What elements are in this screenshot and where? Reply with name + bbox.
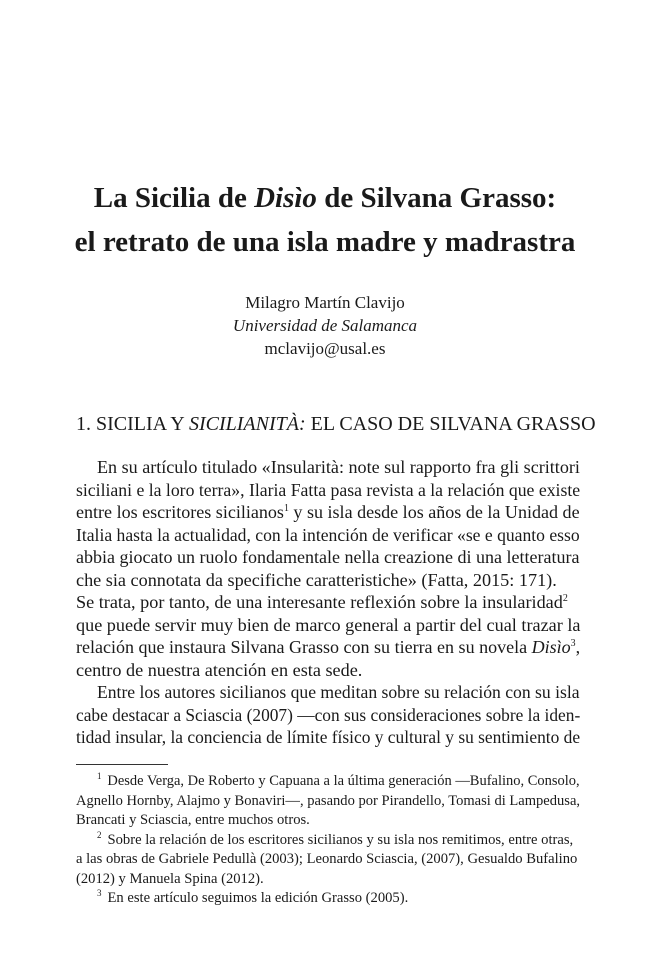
footnote-line	[76, 870, 580, 890]
novel-title-italic: Disìo	[531, 637, 571, 657]
body-segment: entre los escritores sicilianos	[76, 502, 284, 522]
footnote-line-text	[97, 772, 580, 792]
body-line	[76, 636, 580, 659]
footnote-separator	[76, 764, 168, 765]
body-line	[76, 591, 580, 614]
footnote-segment: Desde Verga, De Roberto y Capuana a la última generación —Bufalino, Consolo,	[107, 773, 580, 789]
body-line-text: che sia connotata da specifiche caratteristiche» (Fatta, 2015: 171).	[76, 569, 557, 590]
body-segment: Se trata, por tanto, de una interesante reflexión sobre la insularidad	[76, 592, 563, 612]
section-heading-post: EL CASO DE SILVANA GRASSO	[305, 413, 596, 435]
article-title-line-1	[0, 178, 650, 218]
footnote-line-text: a las obras de Gabriele Pedullà (2003); Leonardo Sciascia, (2007), Gesualdo Bufalino	[76, 851, 578, 867]
footnote-line	[76, 850, 580, 870]
footnote-ref[interactable]: 2	[562, 593, 568, 604]
body-line	[76, 704, 580, 727]
footnotes	[76, 772, 580, 909]
body-line-text: abbia giocato un ruolo fondamentale nella creazione di una letteratura	[76, 547, 580, 567]
footnote-line-text: Agnello Hornby, Alajmo y Bonaviri—, pasando por Pirandello, Tomasi di Lampedusa,	[76, 792, 581, 809]
body-line	[76, 501, 580, 524]
footnote-line	[76, 772, 580, 792]
section-heading-pre: 1. SICILIA Y	[76, 413, 189, 435]
body-line	[76, 659, 580, 682]
body-segment: relación que instaura Silvana Grasso con su tierra en su novela	[76, 637, 532, 657]
body-line-text: Entre los autores sicilianos que meditan sobre su relación con su isla	[97, 682, 580, 702]
body-line	[76, 479, 580, 502]
body-line-text: que puede servir muy bien de marco general a partir del cual trazar la	[76, 614, 581, 635]
body-line	[76, 681, 580, 704]
section-heading	[76, 412, 596, 436]
title-italic-word: Disìo	[254, 182, 317, 214]
footnote-ref[interactable]: 1	[283, 503, 289, 514]
footnote-ref[interactable]: 3	[570, 638, 576, 649]
footnote-line	[76, 792, 580, 812]
author-name: Milagro Martín Clavijo	[245, 293, 405, 312]
section-heading-italic: SICILIANITÀ:	[188, 413, 306, 435]
body-line-text: cabe destacar a Sciascia (2007) —con sus consideraciones sobre la iden-	[76, 704, 581, 725]
footnote-line-text	[97, 831, 573, 851]
footnote-mark: 3	[97, 888, 102, 898]
author-email: mclavijo@usal.es	[264, 339, 386, 358]
body-line	[76, 524, 580, 547]
article-title-line-2: el retrato de una isla madre y madrastra	[74, 226, 576, 258]
body-text	[76, 456, 580, 749]
body-segment: ,	[575, 637, 581, 657]
body-line-text: Italia hasta la actualidad, con la intención de verificar «se e quanto esso	[76, 524, 580, 545]
title-text-pre: La Sicilia de	[93, 182, 255, 214]
body-line-text: En su artículo titulado «Insularità: note sul rapporto fra gli scrittori	[97, 457, 580, 477]
footnote-line-text: Brancati y Sciascia, entre muchos otros.	[76, 812, 310, 828]
footnote-line-text: (2012) y Manuela Spina (2012).	[76, 870, 264, 887]
footnote-mark: 1	[97, 771, 102, 781]
author-affiliation: Universidad de Salamanca	[232, 316, 418, 335]
body-line-text	[76, 591, 568, 614]
body-line-text: centro de nuestra atención en esta sede.	[76, 659, 363, 680]
body-line	[76, 546, 580, 569]
body-line	[76, 456, 580, 479]
footnote-segment: En este artículo seguimos la edición Grasso (2005).	[107, 890, 409, 906]
footnote-line	[76, 831, 580, 851]
body-line	[76, 726, 580, 749]
body-line-text	[76, 501, 580, 524]
body-segment: y su isla desde los años de la Unidad de	[288, 502, 580, 522]
body-line	[76, 614, 580, 637]
footnote-mark: 2	[97, 829, 102, 840]
body-line-text: tidad insular, la conciencia de límite físico y cultural y su sentimiento de	[76, 727, 581, 747]
footnote-segment: Sobre la relación de los escritores sicilianos y su isla nos remitimos, entre otras,	[107, 831, 574, 848]
footnote-line	[76, 811, 580, 831]
body-line-text: siciliani e la loro terra», Ilaria Fatta pasa revista a la relación que existe	[76, 479, 581, 500]
footnote-line	[76, 889, 580, 909]
body-line-text	[76, 636, 580, 659]
body-line	[76, 569, 580, 592]
footnote-line-text	[97, 889, 408, 909]
title-text-post: de Silvana Grasso:	[316, 182, 557, 214]
